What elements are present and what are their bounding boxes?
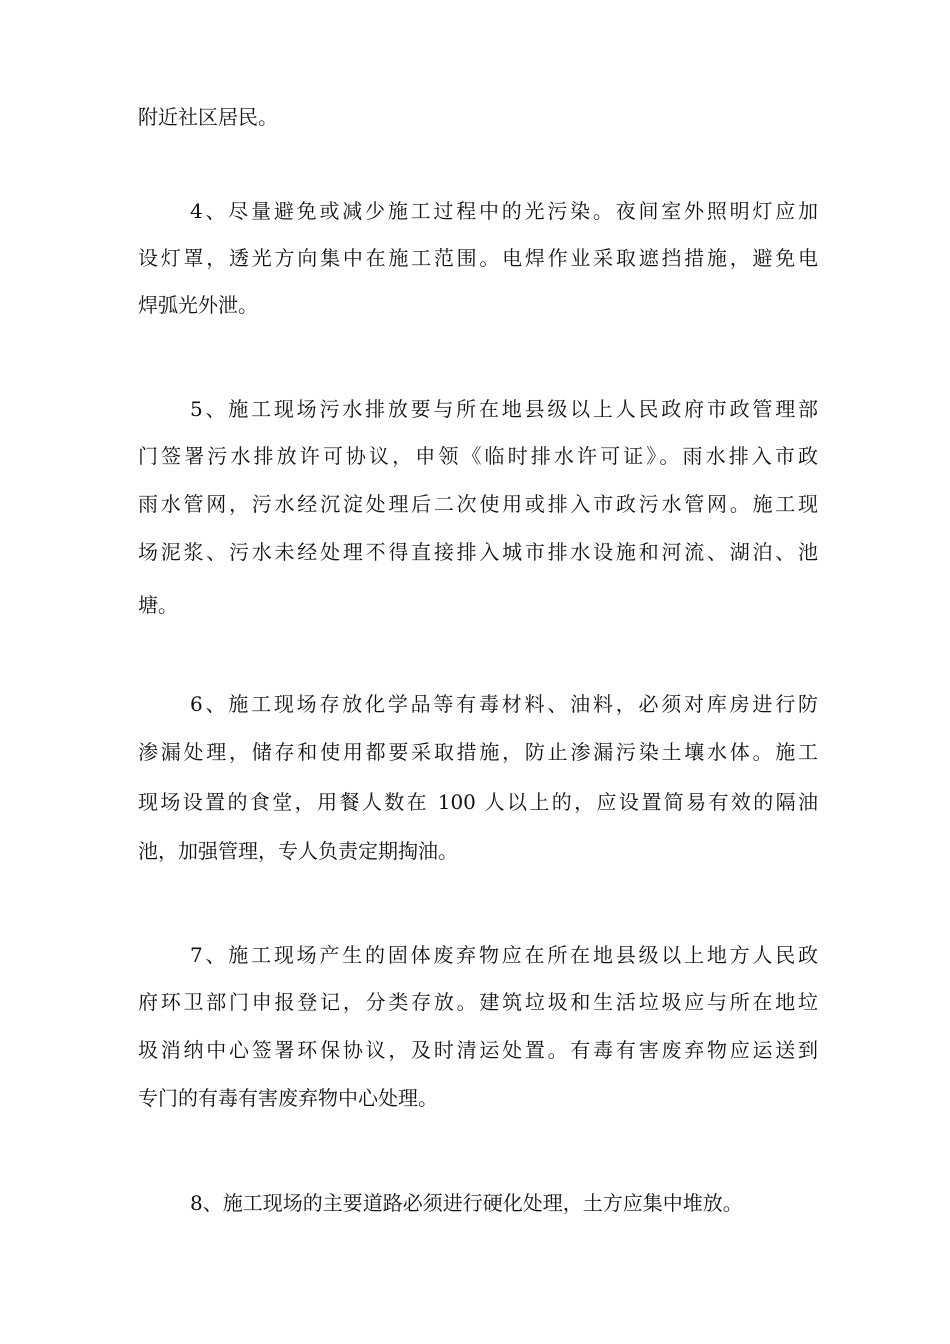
paragraph-line: 圾消纳中心签署环保协议，及时清运处置。有毒有害废弃物应运送到 <box>138 1038 818 1062</box>
paragraph-line: 7、施工现场产生的固体废弃物应在所在地县级以上地方人民政 <box>190 943 818 967</box>
paragraph-line: 6、施工现场存放化学品等有毒材料、油料，必须对库房进行防 <box>190 692 818 716</box>
paragraph-line: 塘。 <box>138 593 178 617</box>
paragraph-line: 府环卫部门申报登记，分类存放。建筑垃圾和生活垃圾应与所在地垃 <box>138 990 818 1014</box>
paragraph-line: 8、施工现场的主要道路必须进行硬化处理，土方应集中堆放。 <box>190 1191 743 1215</box>
paragraph-line: 附近社区居民。 <box>138 105 278 129</box>
paragraph-line: 门签署污水排放许可协议，申领《临时排水许可证》。雨水排入市政 <box>138 444 818 468</box>
paragraph-line: 池，加强管理，专人负责定期掏油。 <box>138 839 458 863</box>
paragraph-line: 场泥浆、污水未经处理不得直接排入城市排水设施和河流、湖泊、池 <box>138 540 818 564</box>
paragraph-line: 现场设置的食堂，用餐人数在 100 人以上的，应设置简易有效的隔油 <box>138 790 818 814</box>
paragraph-line: 设灯罩，透光方向集中在施工范围。电焊作业采取遮挡措施，避免电 <box>138 246 818 270</box>
paragraph-line: 4、尽量避免或减少施工过程中的光污染。夜间室外照明灯应加 <box>190 199 818 223</box>
paragraph-line: 5、施工现场污水排放要与所在地县级以上人民政府市政管理部 <box>190 397 818 421</box>
paragraph-line: 专门的有毒有害废弃物中心处理。 <box>138 1086 438 1110</box>
paragraph-line: 雨水管网，污水经沉淀处理后二次使用或排入市政污水管网。施工现 <box>138 492 818 516</box>
paragraph-line: 渗漏处理，储存和使用都要采取措施，防止渗漏污染土壤水体。施工 <box>138 740 818 764</box>
paragraph-line: 焊弧光外泄。 <box>138 293 258 317</box>
